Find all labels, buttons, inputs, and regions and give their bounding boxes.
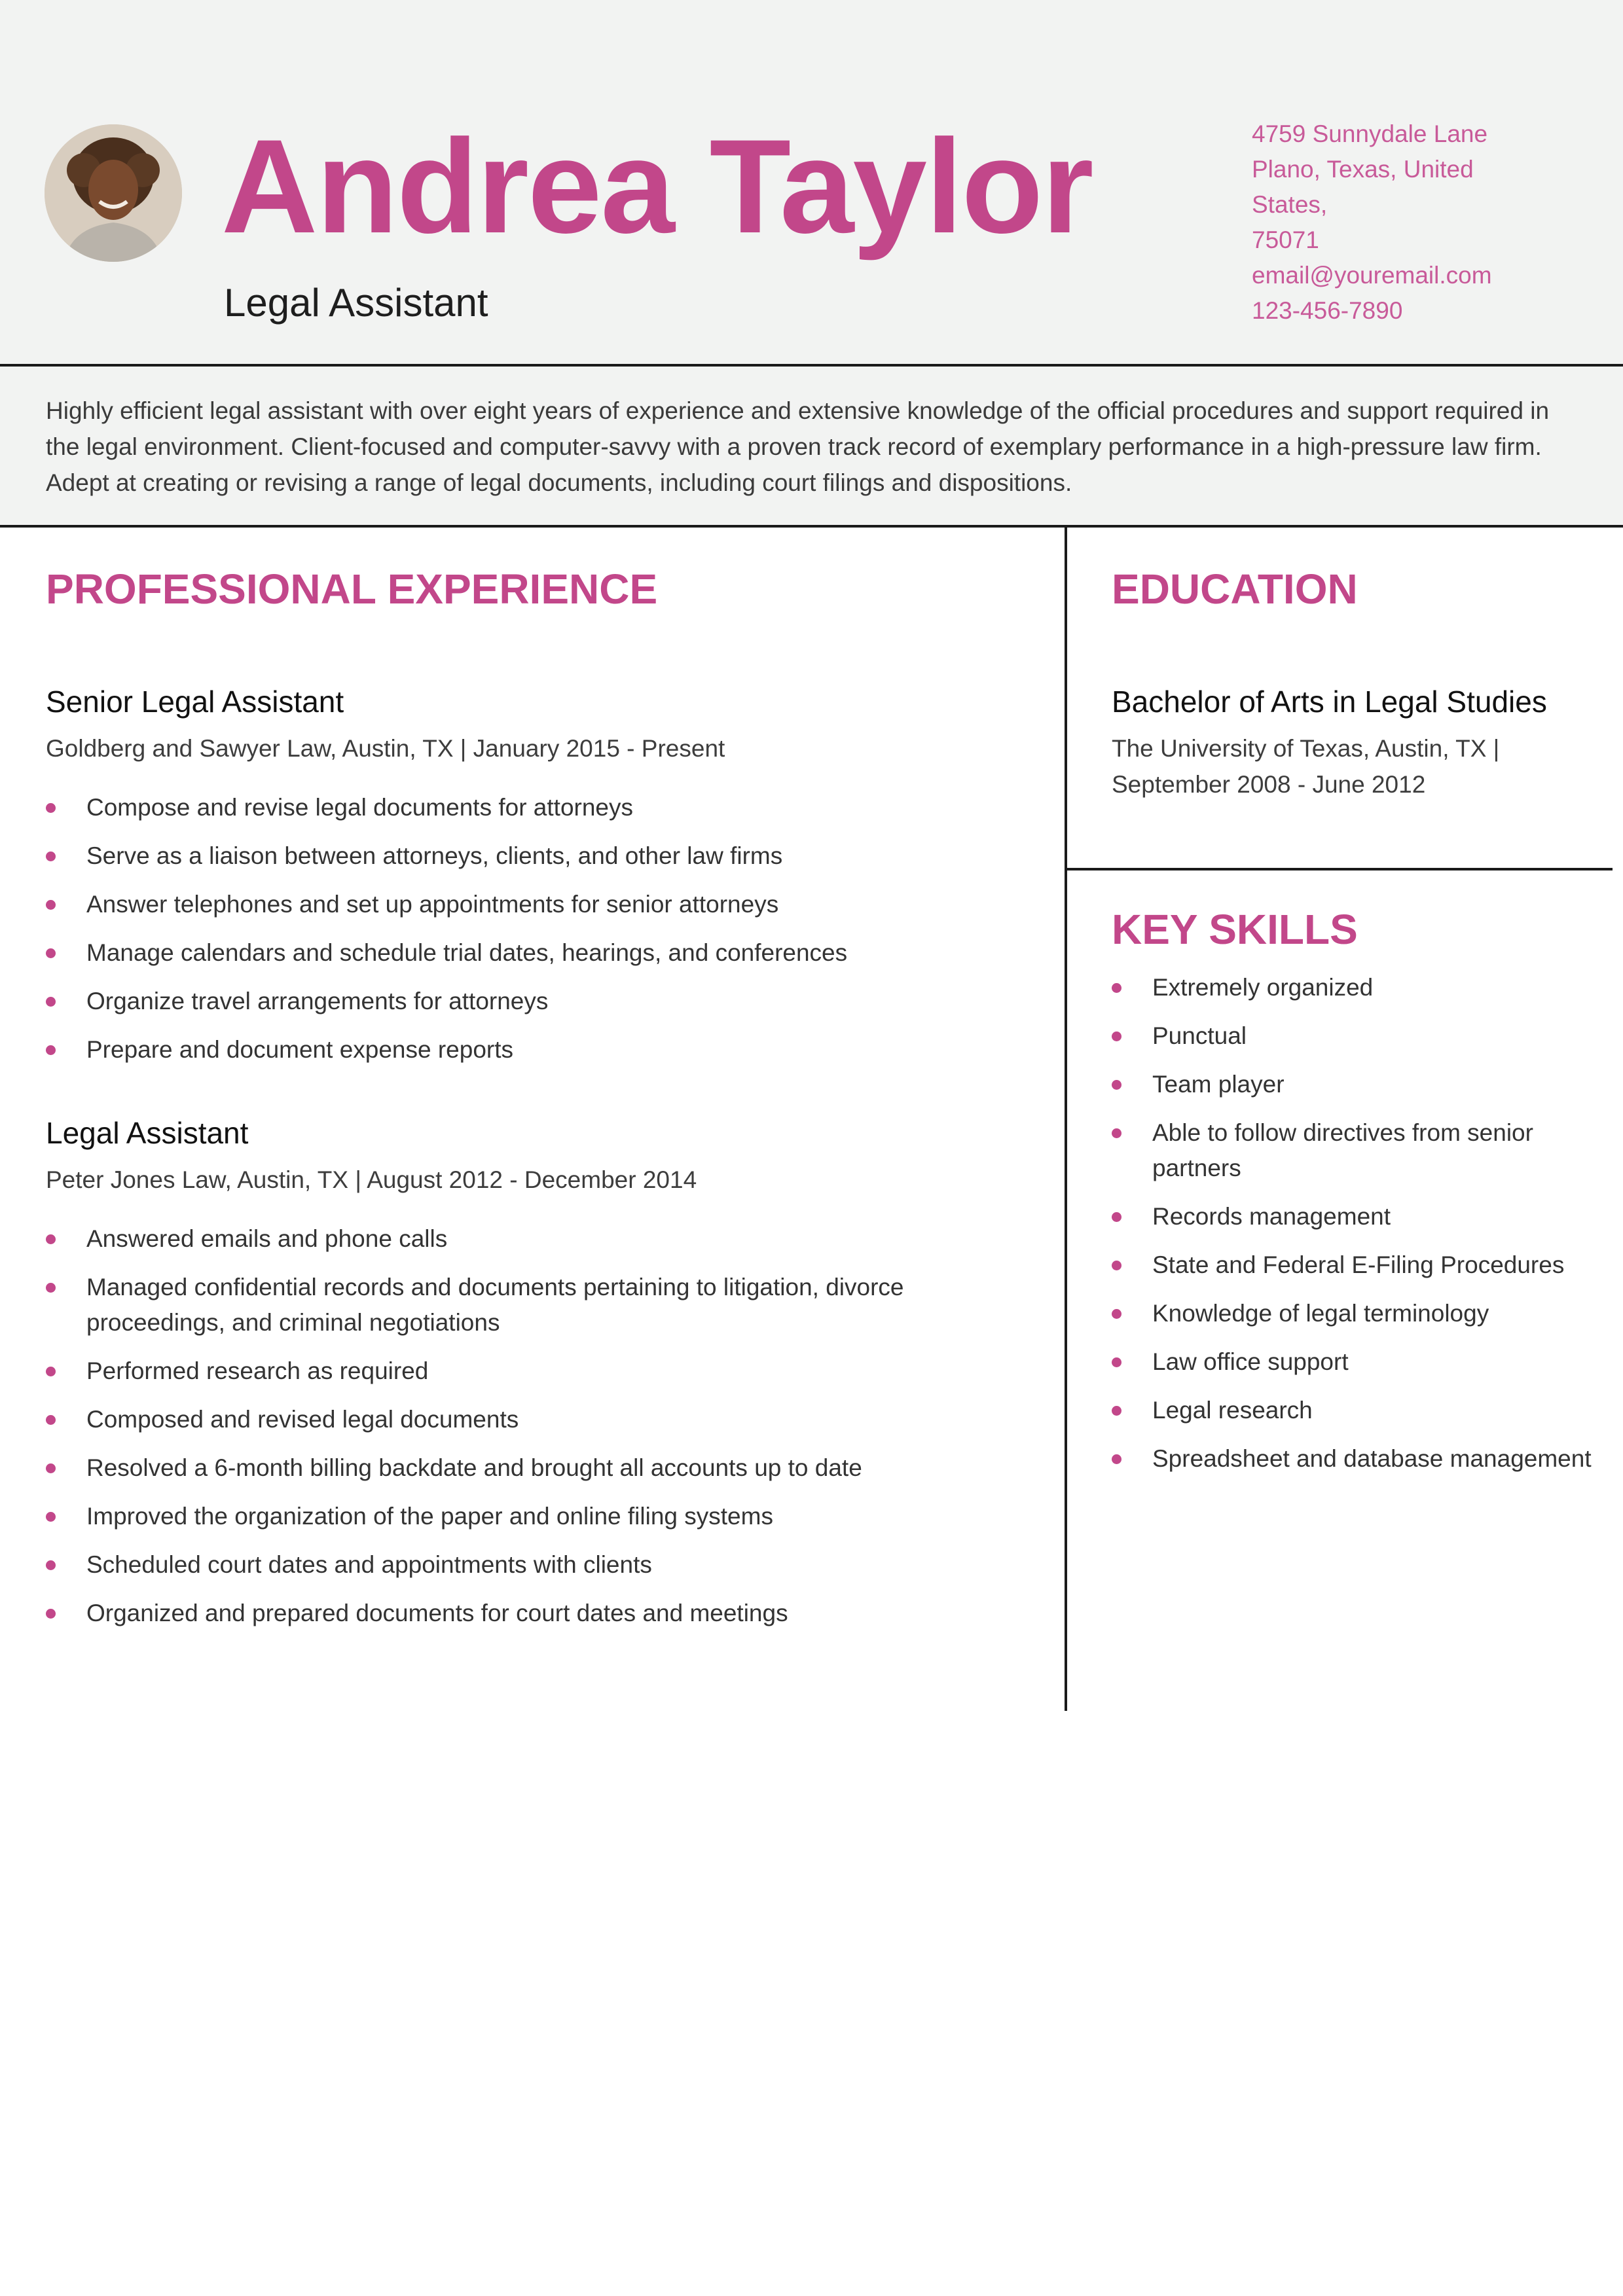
experience-section — [46, 563, 1028, 1644]
list-item — [46, 1221, 1028, 1257]
degree-title: Bachelor of Arts in Legal Studies — [1112, 685, 1547, 719]
section-divider — [1067, 868, 1613, 870]
list-item — [46, 1499, 1028, 1534]
bullet-icon — [46, 1512, 56, 1522]
bullet-icon — [46, 852, 56, 861]
bullet-icon — [1112, 1261, 1122, 1270]
list-item-text: Legal research — [1152, 1397, 1313, 1424]
bullet-icon — [46, 1609, 56, 1619]
list-item — [46, 1032, 1028, 1067]
list-item — [46, 935, 1028, 971]
list-item — [46, 1402, 1028, 1437]
list-item-text: Compose and revise legal documents for attorneys — [86, 794, 633, 821]
list-item — [1112, 970, 1596, 1005]
bullet-icon — [46, 1463, 56, 1473]
bullet-icon — [46, 1045, 56, 1055]
bullet-icon — [46, 1367, 56, 1376]
list-item-text: Answer telephones and set up appointments for senior attorneys — [86, 891, 779, 918]
list-item-text: State and Federal E-Filing Procedures — [1152, 1251, 1565, 1278]
bullet-icon — [1112, 1406, 1122, 1416]
list-item — [1112, 1018, 1596, 1054]
list-item — [46, 887, 1028, 922]
email-address: email@youremail.com — [1252, 262, 1492, 289]
job-title: Legal Assistant — [46, 1116, 249, 1150]
list-item-text: Answered emails and phone calls — [86, 1225, 448, 1252]
bullet-icon — [1112, 983, 1122, 993]
bullet-icon — [46, 1415, 56, 1425]
list-item-text: Law office support — [1152, 1348, 1349, 1375]
section-title-education: EDUCATION — [1112, 565, 1358, 613]
list-item — [1112, 1441, 1596, 1477]
profile-photo — [45, 124, 182, 262]
list-item-text: Records management — [1152, 1203, 1391, 1230]
bullet-icon — [1112, 1454, 1122, 1464]
list-item-text: Scheduled court dates and appointments with clients — [86, 1551, 652, 1578]
bullet-icon — [46, 803, 56, 813]
bullet-icon — [1112, 1031, 1122, 1041]
section-title-experience: PROFESSIONAL EXPERIENCE — [46, 565, 658, 613]
list-item-text: Able to follow directives from senior partners — [1152, 1119, 1533, 1181]
list-item — [46, 790, 1028, 825]
job-role: Legal Assistant — [224, 281, 488, 325]
list-item — [46, 1270, 1028, 1340]
job-meta: Goldberg and Sawyer Law, Austin, TX | January 2015 - Present — [46, 735, 725, 762]
list-item-text: Spreadsheet and database management — [1152, 1445, 1592, 1472]
bullet-icon — [1112, 1357, 1122, 1367]
skills-section — [1112, 903, 1596, 1490]
bullet-icon — [1112, 1212, 1122, 1222]
list-item — [1112, 1296, 1596, 1331]
list-item — [46, 1547, 1028, 1583]
job-entry — [46, 1113, 1028, 1631]
bullet-icon — [46, 1283, 56, 1293]
education-section — [1112, 563, 1596, 802]
list-item-text: Improved the organization of the paper and online filing systems — [86, 1503, 773, 1530]
list-item-text: Serve as a liaison between attorneys, clients, and other law firms — [86, 842, 783, 869]
list-item — [1112, 1247, 1596, 1283]
list-item-text: Knowledge of legal terminology — [1152, 1300, 1489, 1327]
skills-list — [1112, 970, 1596, 1477]
list-item-text: Managed confidential records and documents pertaining to litigation, divorce proceedings, and criminal negotiations — [86, 1274, 904, 1336]
address-line-3: 75071 — [1252, 226, 1319, 253]
list-item — [1112, 1115, 1596, 1186]
list-item — [46, 838, 1028, 874]
list-item — [1112, 1199, 1596, 1234]
job-bullets — [46, 790, 1028, 1067]
list-item-text: Organize travel arrangements for attorneys — [86, 988, 549, 1014]
bullet-icon — [46, 1234, 56, 1244]
person-photo-icon — [45, 124, 182, 262]
bullet-icon — [46, 997, 56, 1007]
list-item — [46, 1596, 1028, 1631]
section-title-skills: KEY SKILLS — [1112, 906, 1358, 953]
professional-summary: Highly efficient legal assistant with over eight years of experience and extensive knowledge of the official procedures and support required in the legal environment. Client-focused and computer-savvy with a proven track record of exemplary performance in a high-pressure law firm. Adept at creating or revising a range of legal documents, including court filings and dispositions. — [0, 367, 1623, 528]
bullet-icon — [1112, 1128, 1122, 1138]
bullet-icon — [1112, 1080, 1122, 1090]
bullet-icon — [1112, 1309, 1122, 1319]
address-line-1: 4759 Sunnydale Lane — [1252, 120, 1488, 147]
list-item-text: Manage calendars and schedule trial dates, hearings, and conferences — [86, 939, 848, 966]
resume-header — [0, 0, 1623, 367]
list-item — [46, 984, 1028, 1019]
list-item-text: Performed research as required — [86, 1357, 429, 1384]
list-item — [46, 1450, 1028, 1486]
education-meta: The University of Texas, Austin, TX | September 2008 - June 2012 — [1112, 735, 1500, 798]
list-item-text: Prepare and document expense reports — [86, 1036, 514, 1063]
address-line-2: Plano, Texas, United States, — [1252, 156, 1474, 218]
list-item-text: Resolved a 6-month billing backdate and brought all accounts up to date — [86, 1454, 862, 1481]
list-item — [1112, 1393, 1596, 1428]
list-item-text: Organized and prepared documents for court dates and meetings — [86, 1600, 788, 1626]
job-meta: Peter Jones Law, Austin, TX | August 2012 - December 2014 — [46, 1166, 697, 1193]
job-title: Senior Legal Assistant — [46, 685, 344, 719]
job-entry — [46, 682, 1028, 1067]
job-bullets — [46, 1221, 1028, 1631]
list-item-text: Punctual — [1152, 1022, 1247, 1049]
candidate-name: Andrea Taylor — [221, 112, 1093, 261]
phone-number: 123-456-7890 — [1252, 297, 1403, 324]
list-item-text: Composed and revised legal documents — [86, 1406, 519, 1433]
list-item-text: Extremely organized — [1152, 974, 1374, 1001]
bullet-icon — [46, 1560, 56, 1570]
list-item — [46, 1354, 1028, 1389]
contact-info — [1252, 117, 1553, 329]
bullet-icon — [46, 948, 56, 958]
column-divider — [1065, 528, 1067, 1711]
list-item-text: Team player — [1152, 1071, 1285, 1098]
list-item — [1112, 1344, 1596, 1380]
bullet-icon — [46, 900, 56, 910]
list-item — [1112, 1067, 1596, 1102]
